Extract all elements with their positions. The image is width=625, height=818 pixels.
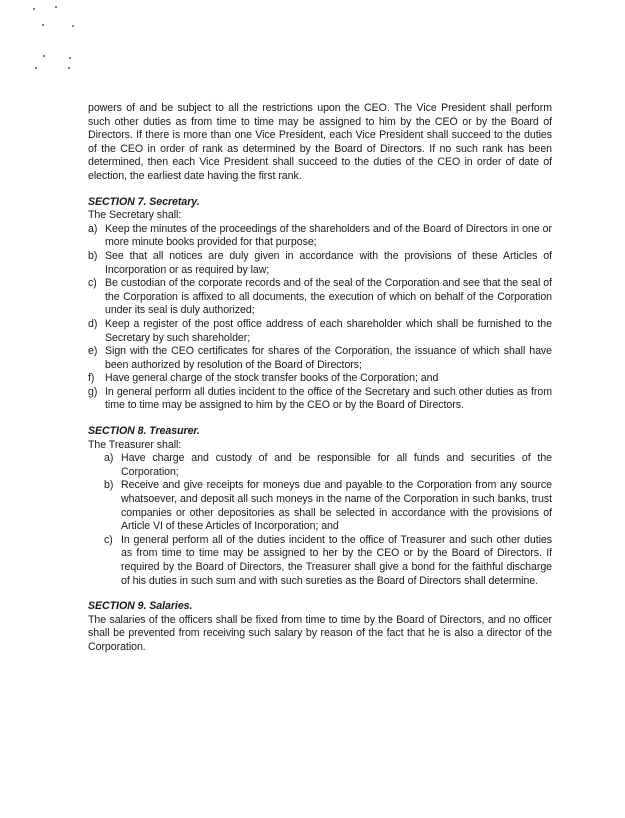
- section-7-heading: SECTION 7. Secretary.: [88, 195, 200, 208]
- section-7-lead: The Secretary shall:: [88, 209, 182, 222]
- list-item-label: c): [88, 277, 97, 290]
- section-salaries: [88, 600, 552, 654]
- list-item: [104, 479, 552, 533]
- list-item-text: In general perform all of the duties incident to the office of Treasurer and such other duties as from time to time may be assigned to her by the CEO or by the Board of Directors. If required by the Board of Directors, the Treasurer shall give a bond for the faithful discharge of his duties in such sum and with such sureties as the Board of Directors shall determine.: [121, 533, 552, 587]
- section-9-heading: SECTION 9. Salaries.: [88, 600, 193, 613]
- list-item: [88, 345, 552, 372]
- list-item-label: e): [88, 345, 98, 358]
- list-item-label: a): [104, 452, 114, 465]
- list-item-label: c): [104, 533, 113, 546]
- list-item-text: Have general charge of the stock transfer books of the Corporation; and: [105, 372, 439, 385]
- section-secretary: [88, 196, 552, 414]
- list-item-label: b): [88, 249, 98, 262]
- list-item-label: d): [88, 317, 98, 330]
- scan-speck: [68, 67, 70, 69]
- list-item-label: a): [88, 222, 98, 235]
- section-8-heading: SECTION 8. Treasurer.: [88, 425, 200, 438]
- scan-speck: [42, 24, 44, 26]
- list-item: [88, 372, 552, 386]
- list-item-text: Keep a register of the post office address of each shareholder which shall be furnished to the Secretary by such shareholder;: [105, 317, 552, 344]
- section-treasurer: [88, 425, 552, 588]
- list-item: [88, 318, 552, 345]
- document-body: [88, 102, 552, 655]
- section-8-lead: The Treasurer shall:: [88, 438, 182, 451]
- list-item-text: Keep the minutes of the proceedings of the shareholders and of the Board of Directors in one or more minute books provided for that purpose;: [105, 222, 552, 249]
- scan-speck: [43, 55, 45, 57]
- list-item-text: In general perform all duties incident to the office of the Secretary and such other duties as from time to time may be assigned to him by the CEO or by the Board of Directors.: [105, 385, 552, 412]
- list-item-text: Be custodian of the corporate records and of the seal of the Corporation and see that the seal of the Corporation is affixed to all documents, the execution of which on behalf of the Corporation under its seal is duly authorized;: [105, 277, 552, 317]
- list-item-label: f): [88, 372, 95, 385]
- list-item-label: g): [88, 385, 98, 398]
- list-item: [88, 223, 552, 250]
- list-item-text: Sign with the CEO certificates for shares of the Corporation, the issuance of which shall have been authorized by resolution of the Board of Directors;: [105, 345, 552, 371]
- list-item-text: Receive and give receipts for moneys due and payable to the Corporation from any source whatsoever, and deposit all such moneys in the name of the Corporation in such banks, trust companies or other depositories as shall be selected in accordance with the provisions of Article VI of these Articles of Incorporation; and: [121, 479, 552, 533]
- section-9-text: The salaries of the officers shall be fixed from time to time by the Board of Directors, and no officer shall be prevented from receiving such salary by reason of the fact that he is also a director of the Corporation.: [88, 613, 552, 653]
- list-item-text: See that all notices are duly given in accordance with the provisions of these Articles of Incorporation or as required by law;: [105, 249, 552, 276]
- list-item: [88, 386, 552, 413]
- list-item: [88, 277, 552, 318]
- scan-speck: [69, 57, 71, 59]
- scan-speck: [33, 8, 35, 10]
- list-item: [88, 250, 552, 277]
- intro-paragraph: powers of and be subject to all the restrictions upon the CEO. The Vice President shall perform such other duties as from time to time may be assigned to him by the CEO or by the Board of Directors. If there is more than one Vice President, each Vice President shall succeed to the duties of the CEO in order of rank as determined by the Board of Directors. If no such rank has been determined, then each Vice President shall succeed to the duties of the CEO in order of date of election, the earliest date having the first rank.: [88, 102, 552, 182]
- scan-speck: [55, 6, 57, 8]
- list-item: [104, 452, 552, 479]
- list-item: [104, 534, 552, 588]
- scan-speck: [72, 25, 74, 27]
- scan-speck: [35, 67, 37, 69]
- list-item-label: b): [104, 479, 114, 492]
- list-item-text: Have charge and custody of and be responsible for all funds and securities of the Corporation;: [121, 452, 552, 478]
